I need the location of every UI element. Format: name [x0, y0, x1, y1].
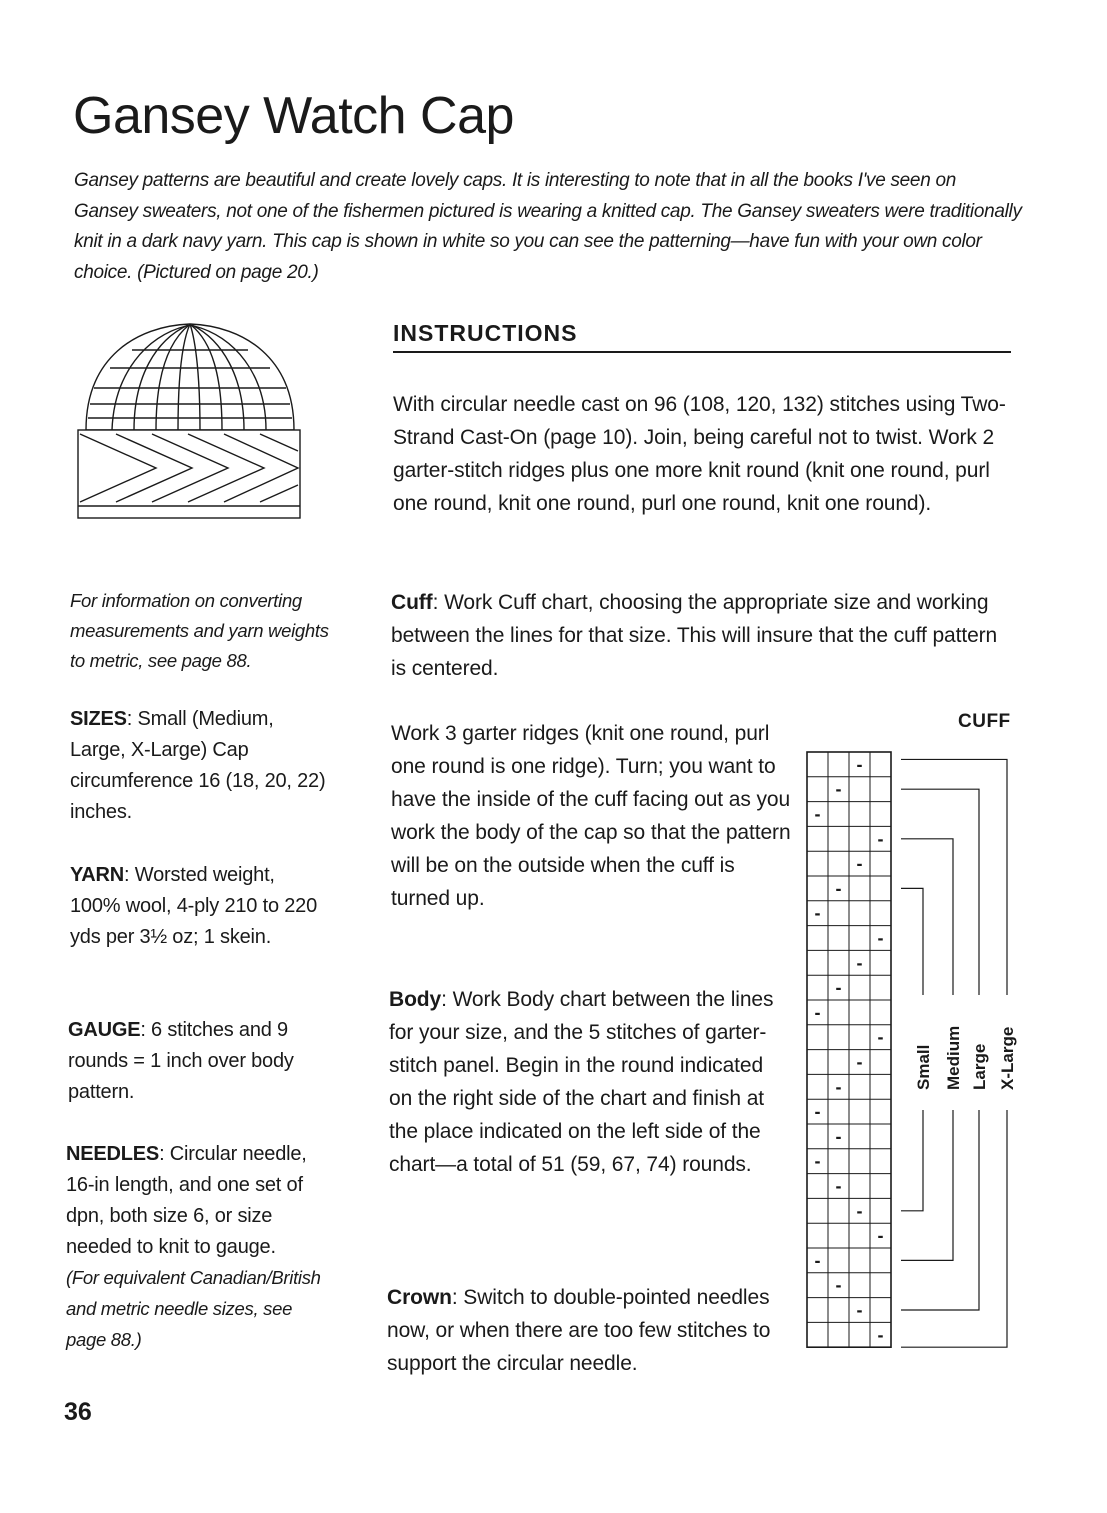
purl-symbol: -	[856, 1052, 863, 1072]
cuff-chart	[805, 750, 1045, 1360]
crown-paragraph	[387, 1281, 787, 1380]
body-label: Body	[389, 988, 442, 1011]
purl-symbol: -	[835, 1076, 842, 1097]
sizes-label: SIZES	[70, 708, 127, 730]
purl-symbol: -	[835, 1275, 842, 1296]
size-bracket-top	[901, 888, 923, 995]
crown-label: Crown	[387, 1286, 452, 1309]
purl-symbol: -	[835, 779, 842, 800]
sizes-text: : Small (Medium, Large, X-Large) Cap circumference 16 (18, 20, 22) inches.	[70, 708, 326, 823]
purl-symbol: -	[814, 903, 821, 924]
page-number: 36	[64, 1398, 92, 1426]
garter-paragraph: Work 3 garter ridges (knit one round, purl one round is one ridge). Turn; you want to have the inside of the cuff facing out as you work the body of the cap so that the pattern will be on the outside when the cuff is turned up.	[391, 722, 791, 910]
cuff-text: : Work Cuff chart, choosing the appropriate size and working between the lines for that size. This will insure that the cuff pattern is centered.	[391, 591, 998, 680]
purl-symbol: -	[877, 1324, 884, 1345]
intro-paragraph: Gansey patterns are beautiful and create lovely caps. It is interesting to note that in all the books I've seen on Gansey sweaters, not one of the fishermen pictured is wearing a knitted cap. The Gansey sweaters were traditionally knit in a dark navy yarn. This cap is shown in white so you can see the patterning—have fun with your own color choice. (Pictured on page 20.)	[74, 170, 1022, 283]
sizes-spec	[70, 704, 330, 828]
metric-conversion-note: For information on converting measurements and yarn weights to metric, see page 88.	[70, 590, 329, 671]
size-bracket-top	[901, 839, 953, 995]
size-label: Large	[970, 1043, 989, 1090]
gauge-label: GAUGE	[68, 1019, 141, 1041]
purl-symbol: -	[835, 1126, 842, 1147]
size-bracket-top	[901, 789, 979, 995]
purl-symbol: -	[877, 928, 884, 948]
crown-text: : Switch to double-pointed needles now, or when there are too few stitches to support the circular needle.	[387, 1286, 771, 1375]
size-bracket-bottom	[901, 1110, 1007, 1347]
size-label: X-Large	[998, 1026, 1017, 1090]
needles-spec	[66, 1139, 336, 1356]
size-label: Small	[914, 1044, 933, 1090]
page-title: Gansey Watch Cap	[73, 87, 514, 145]
cast-on-paragraph: With circular needle cast on 96 (108, 120, 132) stitches using Two-Strand Cast-On (page 10). Join, being careful not to twist. Work 2 garter-stitch ridges plus one more knit round (knit one round, purl one round, knit one round, purl one round, knit one round).	[393, 393, 1006, 515]
purl-symbol: -	[814, 1151, 821, 1172]
purl-symbol: -	[814, 1250, 821, 1271]
purl-symbol: -	[856, 853, 863, 874]
body-paragraph	[389, 983, 789, 1181]
purl-symbol: -	[814, 1101, 821, 1122]
needles-label: NEEDLES	[66, 1143, 160, 1165]
cuff-paragraph	[391, 586, 1016, 685]
cuff-chart-title: CUFF	[958, 711, 1011, 732]
yarn-text: : Worsted weight, 100% wool, 4-ply 210 to 220 yds per 3½ oz; 1 skein.	[70, 864, 317, 948]
yarn-label: YARN	[70, 864, 125, 886]
purl-symbol: -	[814, 804, 821, 824]
purl-symbol: -	[877, 1225, 884, 1246]
purl-symbol: -	[877, 828, 884, 849]
gauge-text: : 6 stitches and 9 rounds = 1 inch over body pattern.	[68, 1019, 294, 1103]
yarn-spec	[70, 860, 330, 953]
hat-illustration	[76, 318, 304, 528]
purl-symbol: -	[835, 977, 842, 998]
purl-symbol: -	[877, 1027, 884, 1048]
size-bracket-top	[901, 759, 1007, 995]
size-bracket-bottom	[901, 1110, 979, 1310]
size-bracket-bottom	[901, 1110, 923, 1211]
body-text: : Work Body chart between the lines for your size, and the 5 stitches of garter-stitch panel. Begin in the round indicated on the right side of the chart and finish at the place indicated on the left side of the chart—a total of 51 (59, 67, 74) rounds.	[389, 988, 774, 1176]
purl-symbol: -	[856, 952, 863, 973]
size-label: Medium	[944, 1025, 963, 1090]
purl-symbol: -	[856, 1300, 863, 1320]
purl-symbol: -	[835, 1176, 842, 1196]
purl-symbol: -	[814, 1002, 821, 1023]
size-bracket-bottom	[901, 1110, 953, 1260]
cuff-label: Cuff	[391, 591, 433, 614]
purl-symbol: -	[856, 754, 863, 775]
gauge-spec	[68, 1015, 328, 1108]
instructions-heading: INSTRUCTIONS	[393, 320, 1011, 353]
needles-note: (For equivalent Canadian/British and metric needle sizes, see page 88.)	[66, 1267, 321, 1350]
purl-symbol: -	[835, 878, 842, 899]
purl-symbol: -	[856, 1200, 863, 1221]
needles-text: : Circular needle, 16-in length, and one set of dpn, both size 6, or size needed to knit to gauge.	[66, 1143, 307, 1258]
